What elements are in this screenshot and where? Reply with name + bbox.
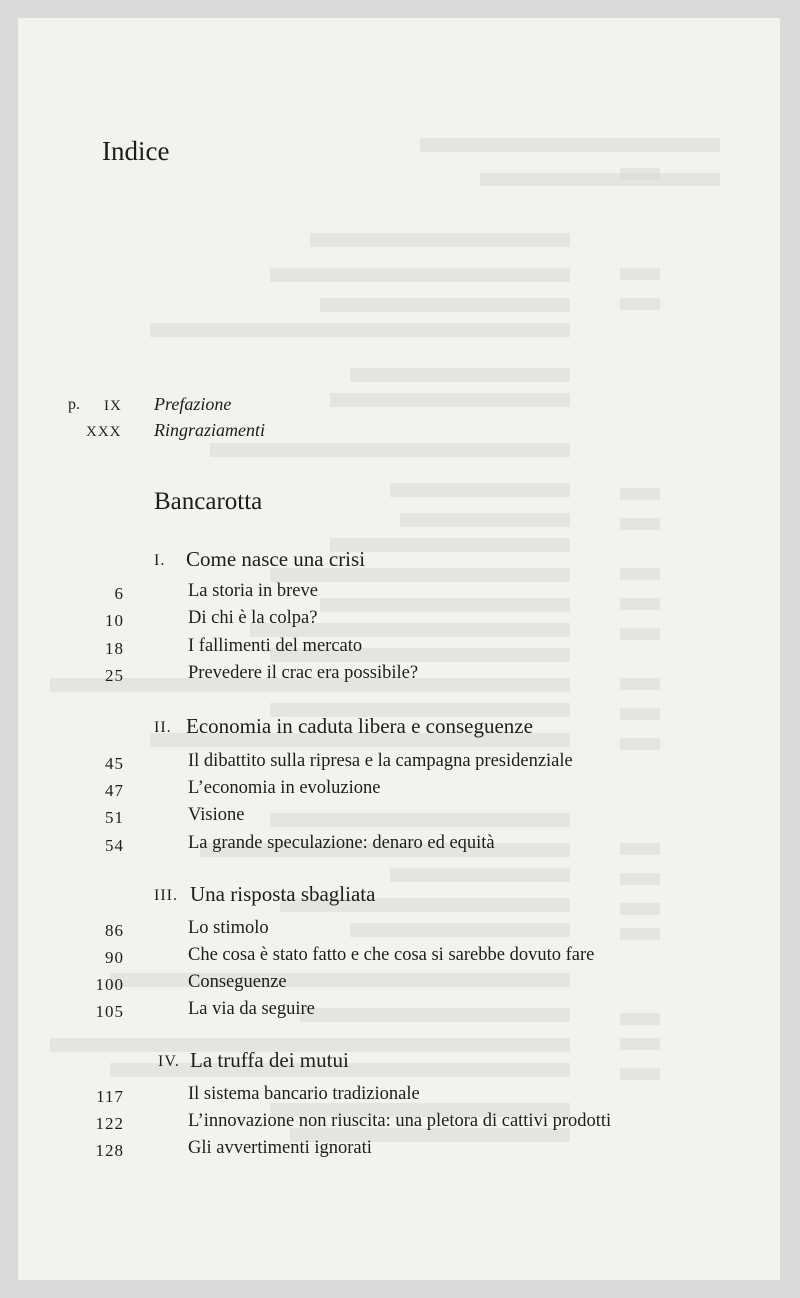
entry-title: La storia in breve	[188, 581, 318, 601]
chapter-title: Come nasce una crisi	[186, 547, 366, 571]
entry-page-number: 10	[105, 611, 124, 630]
book-page	[18, 18, 780, 1280]
entry-title: La via da seguire	[188, 999, 315, 1019]
chapter-number: III.	[154, 887, 178, 904]
entry-title: Il dibattito sulla ripresa e la campagna presidenziale	[188, 751, 573, 771]
entry-title: Di chi è la colpa?	[188, 608, 318, 628]
entry-page-number: 100	[95, 975, 124, 994]
page-title: Indice	[102, 136, 170, 166]
part-title: Bancarotta	[154, 488, 263, 515]
front-page-number: XXX	[86, 424, 122, 440]
entry-page-number: 90	[105, 948, 124, 967]
entry-page-number: 6	[114, 584, 124, 603]
entry-page-number: 128	[95, 1141, 124, 1160]
front-entry-title: Prefazione	[154, 394, 232, 414]
entry-page-number: 105	[95, 1002, 124, 1021]
entry-title: Visione	[188, 805, 245, 825]
entry-title: Lo stimolo	[188, 918, 269, 938]
entry-title: I fallimenti del mercato	[188, 636, 363, 656]
chapter-number: I.	[154, 552, 166, 569]
entry-title: La grande speculazione: denaro ed equità	[188, 833, 495, 853]
entry-page-number: 122	[95, 1114, 124, 1133]
chapter-title: La truffa dei mutui	[190, 1048, 349, 1072]
entry-page-number: 54	[105, 836, 124, 855]
entry-title: Gli avvertimenti ignorati	[188, 1138, 372, 1158]
chapter-number: IV.	[158, 1053, 180, 1070]
entry-page-number: 117	[96, 1087, 124, 1106]
chapter-number: II.	[154, 719, 172, 736]
entry-title: Prevedere il crac era possibile?	[188, 663, 419, 683]
front-page-prefix: p.	[68, 396, 80, 413]
entry-page-number: 25	[105, 666, 124, 685]
entry-title: Il sistema bancario tradizionale	[188, 1084, 420, 1104]
entry-page-number: 86	[105, 921, 124, 940]
entry-page-number: 47	[105, 781, 124, 800]
chapter-title: Una risposta sbagliata	[190, 882, 376, 906]
entry-page-number: 45	[105, 754, 124, 773]
table-of-contents	[18, 18, 780, 1280]
entry-title: L’innovazione non riuscita: una pletora di cattivi prodotti	[188, 1111, 612, 1131]
entry-title: L’economia in evoluzione	[188, 778, 381, 798]
entry-page-number: 18	[105, 639, 124, 658]
front-entry-title: Ringraziamenti	[154, 420, 265, 440]
front-page-number: IX	[104, 398, 122, 414]
entry-page-number: 51	[105, 808, 124, 827]
chapter-title: Economia in caduta libera e conseguenze	[186, 714, 533, 738]
entry-title: Conseguenze	[188, 972, 287, 992]
entry-title: Che cosa è stato fatto e che cosa si sarebbe dovuto fare	[188, 945, 595, 965]
